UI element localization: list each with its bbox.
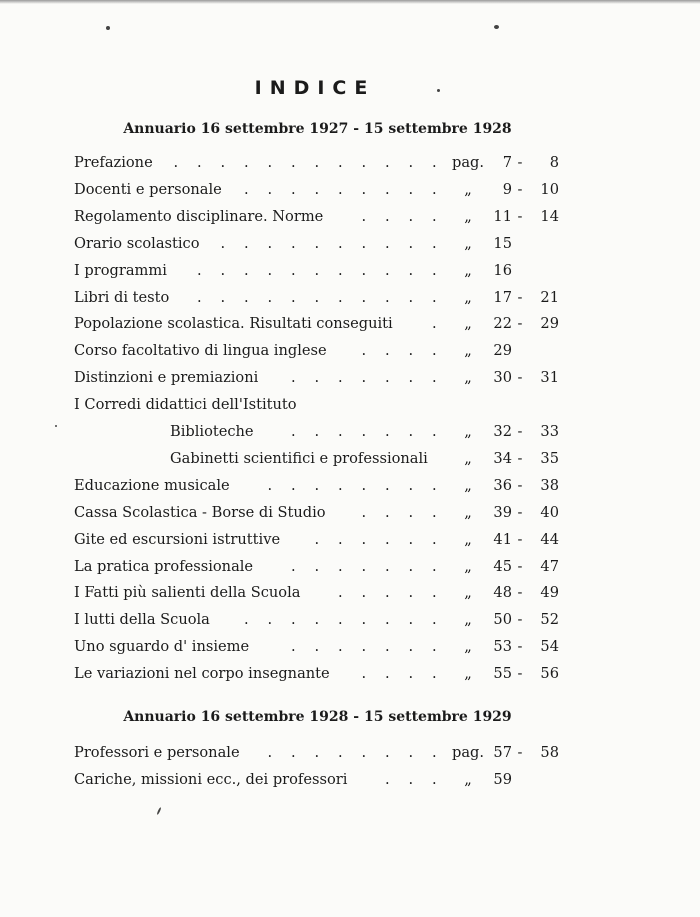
toc-entry-range-dash: - bbox=[517, 369, 523, 387]
leader-dot: . bbox=[385, 154, 390, 171]
toc-entry-page-mark: „ bbox=[464, 665, 472, 683]
toc-entry-page-start: 17 bbox=[493, 288, 512, 306]
leader-dot: . bbox=[432, 261, 437, 279]
leader-dot: . bbox=[432, 638, 437, 656]
leader-dot: . bbox=[408, 770, 414, 788]
leader-dot: . bbox=[338, 638, 343, 656]
toc-entry-label: Corso facoltativo di lingua inglese bbox=[74, 342, 327, 360]
leader-dot: . bbox=[385, 611, 390, 629]
toc-entry bbox=[0, 153, 700, 179]
leader-dot: . bbox=[385, 369, 390, 387]
toc-entry-page-end: 10 bbox=[540, 180, 559, 198]
leader-dot: . bbox=[173, 154, 179, 171]
leader-dot: . bbox=[220, 234, 226, 252]
leader-dot: . bbox=[385, 207, 390, 225]
scan-edge bbox=[0, 0, 700, 4]
leader-dot: . bbox=[314, 180, 320, 198]
toc-entry-label: I lutti della Scuola bbox=[74, 611, 210, 629]
toc-entry-page-end: 31 bbox=[540, 369, 559, 387]
toc-entry-label: Educazione musicale bbox=[74, 476, 230, 494]
toc-entry-page-mark: pag. bbox=[452, 744, 485, 761]
toc-entry bbox=[0, 557, 700, 583]
leader-dot: . bbox=[338, 611, 343, 629]
toc-entry-label: Gite ed escursioni istruttive bbox=[74, 530, 281, 548]
leader-dot: . bbox=[432, 315, 437, 333]
leader-dot: . bbox=[385, 557, 390, 575]
toc-entry-page-end: 14 bbox=[540, 207, 559, 225]
toc-entry-range-dash: - bbox=[517, 530, 523, 548]
toc-entry-page-start: 41 bbox=[493, 530, 512, 548]
toc-entry-page-start: 30 bbox=[493, 369, 512, 387]
toc-entry-page-end: 29 bbox=[540, 315, 559, 333]
leader-dot: . bbox=[361, 584, 367, 602]
toc-entry-range-dash: - bbox=[517, 638, 523, 656]
leader-dot: . bbox=[314, 638, 320, 656]
toc-entry-range-dash: - bbox=[517, 207, 523, 225]
leader-dot: . bbox=[432, 476, 437, 494]
leader-dot: . bbox=[291, 288, 296, 306]
leader-dot: . bbox=[361, 288, 367, 306]
toc-entry-page-mark: „ bbox=[464, 369, 472, 387]
leader-dot: . bbox=[291, 423, 296, 440]
toc-entry bbox=[0, 180, 700, 206]
leader-dot: . bbox=[338, 154, 343, 171]
leader-dot: . bbox=[361, 476, 367, 494]
toc-entry bbox=[0, 743, 700, 769]
leader-dot: . bbox=[385, 288, 390, 306]
leader-dot: . bbox=[432, 423, 437, 440]
leader-dot: . bbox=[361, 665, 367, 683]
toc-entry bbox=[0, 503, 700, 529]
leader-dot: . bbox=[291, 638, 296, 656]
toc-entry-label: Popolazione scolastica. Risultati conseguiti bbox=[74, 315, 393, 333]
leader-dot: . bbox=[361, 503, 367, 521]
leader-dot: . bbox=[267, 261, 273, 279]
toc-entry-label: I Corredi didattici dell'Istituto bbox=[74, 396, 297, 414]
leader-dot: . bbox=[314, 288, 320, 306]
leader-dot: . bbox=[267, 744, 273, 761]
toc-entry-page-start: 22 bbox=[493, 315, 512, 333]
leader-dot: . bbox=[408, 530, 414, 548]
leader-dot: . bbox=[432, 770, 437, 788]
leader-dot: . bbox=[385, 476, 390, 494]
leader-dot: . bbox=[220, 261, 226, 279]
leader-dot: . bbox=[408, 744, 414, 761]
toc-entry-label: I programmi bbox=[74, 261, 167, 279]
toc-entry-page-mark: „ bbox=[464, 770, 472, 788]
leader-dot: . bbox=[432, 288, 437, 306]
toc-entry-page-mark: pag. bbox=[452, 154, 485, 171]
leader-dot: . bbox=[385, 342, 390, 360]
leader-dot: . bbox=[385, 423, 390, 440]
leader-dot: . bbox=[408, 423, 414, 440]
toc-entry-range-dash: - bbox=[517, 584, 523, 602]
toc-entry-page-mark: „ bbox=[464, 449, 472, 467]
toc-entry-page-end: 52 bbox=[540, 611, 559, 629]
toc-entry-label: Biblioteche bbox=[170, 423, 254, 440]
leader-dot: . bbox=[314, 744, 320, 761]
toc-entry-page-mark: „ bbox=[464, 207, 472, 225]
scan-speck bbox=[156, 807, 161, 815]
toc-entry-page-end: 47 bbox=[540, 557, 559, 575]
toc-entry bbox=[0, 234, 700, 260]
leader-dot: . bbox=[361, 557, 367, 575]
toc-entry-page-mark: „ bbox=[464, 611, 472, 629]
toc-entry-page-start: 50 bbox=[493, 611, 512, 629]
toc-entry bbox=[0, 288, 700, 314]
toc-entry bbox=[0, 476, 700, 502]
leader-dot: . bbox=[408, 288, 414, 306]
leader-dot: . bbox=[267, 180, 273, 198]
leader-dot: . bbox=[338, 234, 343, 252]
toc-entry bbox=[0, 261, 700, 287]
toc-entry bbox=[0, 583, 700, 609]
leader-dot: . bbox=[291, 369, 296, 387]
leader-dot: . bbox=[432, 584, 437, 602]
toc-entry-label: Professori e personale bbox=[74, 744, 240, 761]
toc-entry-label: I Fatti più salienti della Scuola bbox=[74, 584, 301, 602]
leader-dot: . bbox=[408, 503, 414, 521]
toc-entry-page-start: 57 bbox=[493, 744, 512, 761]
leader-dot: . bbox=[432, 369, 437, 387]
toc-entry-label: Orario scolastico bbox=[74, 234, 200, 252]
toc-entry-page-end: 21 bbox=[540, 288, 559, 306]
leader-dot: . bbox=[408, 665, 414, 683]
scan-speck bbox=[494, 25, 499, 29]
leader-dot: . bbox=[267, 611, 273, 629]
toc-entry-page-start: 34 bbox=[493, 449, 512, 467]
leader-dot: . bbox=[338, 476, 343, 494]
leader-dot: . bbox=[408, 261, 414, 279]
toc-entry-range-dash: - bbox=[517, 154, 523, 171]
leader-dot: . bbox=[314, 476, 320, 494]
leader-dot: . bbox=[361, 154, 367, 171]
leader-dot: . bbox=[197, 154, 202, 171]
toc-entry-page-start: 53 bbox=[493, 638, 512, 656]
toc-entry-page-start: 11 bbox=[493, 207, 512, 225]
leader-dot: . bbox=[361, 611, 367, 629]
toc-entry bbox=[0, 341, 700, 367]
leader-dot: . bbox=[432, 557, 437, 575]
leader-dot: . bbox=[291, 154, 296, 171]
leader-dot: . bbox=[385, 180, 390, 198]
leader-dot: . bbox=[197, 288, 202, 306]
leader-dot: . bbox=[432, 342, 437, 360]
toc-entry bbox=[0, 449, 700, 475]
toc-entry-range-dash: - bbox=[517, 180, 523, 198]
leader-dot: . bbox=[314, 423, 320, 440]
toc-entry-page-mark: „ bbox=[464, 180, 472, 198]
leader-dot: . bbox=[432, 530, 437, 548]
leader-dot: . bbox=[314, 154, 320, 171]
page-title: INDICE bbox=[254, 77, 376, 99]
leader-dot: . bbox=[338, 423, 343, 440]
toc-entry-label: Libri di testo bbox=[74, 288, 170, 306]
toc-entry bbox=[0, 637, 700, 663]
leader-dot: . bbox=[338, 369, 343, 387]
toc-entry-page-start: 7 bbox=[502, 154, 512, 171]
leader-dot: . bbox=[267, 234, 273, 252]
toc-entry bbox=[0, 207, 700, 233]
toc-entry-range-dash: - bbox=[517, 665, 523, 683]
leader-dot: . bbox=[408, 369, 414, 387]
toc-entry-label: Cassa Scolastica - Borse di Studio bbox=[74, 503, 326, 521]
toc-entry-range-dash: - bbox=[517, 476, 523, 494]
toc-entry-page-end: 33 bbox=[540, 423, 559, 440]
toc-entry bbox=[0, 770, 700, 796]
leader-dot: . bbox=[291, 234, 296, 252]
leader-dot: . bbox=[244, 154, 249, 171]
leader-dot: . bbox=[267, 476, 273, 494]
leader-dot: . bbox=[314, 369, 320, 387]
leader-dot: . bbox=[244, 180, 249, 198]
leader-dot: . bbox=[361, 530, 367, 548]
toc-entry bbox=[0, 610, 700, 636]
toc-entry bbox=[0, 422, 700, 448]
toc-entry-label: Prefazione bbox=[74, 154, 153, 171]
toc-entry-page-end: 44 bbox=[540, 530, 559, 548]
toc-entry-label: Le variazioni nel corpo insegnante bbox=[74, 665, 330, 683]
leader-dot: . bbox=[385, 530, 390, 548]
toc-entry-label: Cariche, missioni ecc., dei professori bbox=[74, 770, 348, 788]
leader-dot: . bbox=[291, 744, 296, 761]
toc-entry-page-end: 8 bbox=[549, 154, 559, 171]
leader-dot: . bbox=[244, 234, 249, 252]
leader-dot: . bbox=[220, 154, 226, 171]
leader-dot: . bbox=[385, 770, 390, 788]
leader-dot: . bbox=[291, 557, 296, 575]
leader-dot: . bbox=[361, 207, 367, 225]
toc-entry-page-start: 45 bbox=[493, 557, 512, 575]
toc-entry-range-dash: - bbox=[517, 423, 523, 440]
scan-speck bbox=[55, 425, 57, 427]
toc-entry-page-start: 16 bbox=[493, 261, 512, 279]
toc-entry-range-dash: - bbox=[517, 744, 523, 761]
leader-dot: . bbox=[197, 261, 202, 279]
toc-entry-page-mark: „ bbox=[464, 234, 472, 252]
leader-dot: . bbox=[361, 369, 367, 387]
leader-dot: . bbox=[408, 154, 414, 171]
toc-entry-page-mark: „ bbox=[464, 423, 472, 440]
leader-dot: . bbox=[432, 207, 437, 225]
toc-entry-label: Docenti e personale bbox=[74, 180, 222, 198]
leader-dot: . bbox=[432, 611, 437, 629]
toc-entry-page-end: 35 bbox=[540, 449, 559, 467]
leader-dot: . bbox=[408, 584, 414, 602]
toc-entry-page-start: 39 bbox=[493, 503, 512, 521]
toc-entry-label: Uno sguardo d' insieme bbox=[74, 638, 250, 656]
leader-dot: . bbox=[314, 557, 320, 575]
leader-dot: . bbox=[291, 476, 296, 494]
toc-entry-range-dash: - bbox=[517, 557, 523, 575]
leader-dot: . bbox=[361, 638, 367, 656]
toc-entry-range-dash: - bbox=[517, 288, 523, 306]
leader-dot: . bbox=[408, 180, 414, 198]
leader-dot: . bbox=[267, 288, 273, 306]
toc-entry-range-dash: - bbox=[517, 611, 523, 629]
leader-dot: . bbox=[432, 234, 437, 252]
leader-dot: . bbox=[385, 584, 390, 602]
leader-dot: . bbox=[291, 180, 296, 198]
toc-entry-page-mark: „ bbox=[464, 288, 472, 306]
leader-dot: . bbox=[314, 234, 320, 252]
toc-entry-page-end: 38 bbox=[540, 476, 559, 494]
leader-dot: . bbox=[361, 180, 367, 198]
toc-entry-page-start: 59 bbox=[493, 770, 512, 788]
toc-entry-label: Regolamento disciplinare. Norme bbox=[74, 207, 324, 225]
toc-entry-page-mark: „ bbox=[464, 530, 472, 548]
toc-entry-page-mark: „ bbox=[464, 638, 472, 656]
section-heading-1929: Annuario 16 settembre 1928 - 15 settembre 1929 bbox=[123, 709, 512, 725]
leader-dot: . bbox=[408, 638, 414, 656]
leader-dot: . bbox=[244, 611, 249, 629]
leader-dot: . bbox=[291, 261, 296, 279]
leader-dot: . bbox=[408, 557, 414, 575]
leader-dot: . bbox=[385, 503, 390, 521]
toc-entry bbox=[0, 395, 700, 421]
leader-dot: . bbox=[408, 234, 414, 252]
leader-dot: . bbox=[314, 530, 320, 548]
toc-entry-page-mark: „ bbox=[464, 315, 472, 333]
toc-entry-page-start: 55 bbox=[493, 665, 512, 683]
toc-entry-page-start: 15 bbox=[493, 234, 512, 252]
scan-speck bbox=[437, 89, 440, 92]
toc-entry-page-mark: „ bbox=[464, 557, 472, 575]
leader-dot: . bbox=[244, 288, 249, 306]
leader-dot: . bbox=[220, 288, 226, 306]
toc-entry-page-mark: „ bbox=[464, 503, 472, 521]
section-heading-1928: Annuario 16 settembre 1927 - 15 settembre 1928 bbox=[123, 121, 512, 137]
leader-dot: . bbox=[432, 665, 437, 683]
leader-dot: . bbox=[361, 234, 367, 252]
leader-dot: . bbox=[432, 744, 437, 761]
leader-dot: . bbox=[432, 154, 437, 171]
leader-dot: . bbox=[385, 744, 390, 761]
toc-entry-label: Gabinetti scientifici e professionali bbox=[170, 449, 428, 467]
leader-dot: . bbox=[432, 503, 437, 521]
toc-entry-page-end: 56 bbox=[540, 665, 559, 683]
leader-dot: . bbox=[432, 180, 437, 198]
leader-dot: . bbox=[338, 557, 343, 575]
toc-entry-page-mark: „ bbox=[464, 476, 472, 494]
toc-entry-range-dash: - bbox=[517, 503, 523, 521]
leader-dot: . bbox=[244, 261, 249, 279]
leader-dot: . bbox=[361, 423, 367, 440]
toc-entry bbox=[0, 368, 700, 394]
toc-entry-page-end: 54 bbox=[540, 638, 559, 656]
leader-dot: . bbox=[338, 530, 343, 548]
leader-dot: . bbox=[338, 288, 343, 306]
toc-entry-page-mark: „ bbox=[464, 261, 472, 279]
leader-dot: . bbox=[267, 154, 273, 171]
toc-entry-range-dash: - bbox=[517, 449, 523, 467]
toc-entry-page-mark: „ bbox=[464, 342, 472, 360]
leader-dot: . bbox=[291, 611, 296, 629]
leader-dot: . bbox=[338, 744, 343, 761]
scan-speck bbox=[106, 26, 110, 30]
leader-dot: . bbox=[361, 342, 367, 360]
leader-dot: . bbox=[408, 342, 414, 360]
toc-entry-label: Distinzioni e premiazioni bbox=[74, 369, 259, 387]
toc-entry bbox=[0, 314, 700, 340]
leader-dot: . bbox=[408, 207, 414, 225]
leader-dot: . bbox=[385, 234, 390, 252]
toc-entry-page-start: 32 bbox=[493, 423, 512, 440]
leader-dot: . bbox=[361, 261, 367, 279]
toc-entry bbox=[0, 664, 700, 690]
leader-dot: . bbox=[385, 638, 390, 656]
leader-dot: . bbox=[408, 611, 414, 629]
leader-dot: . bbox=[338, 180, 343, 198]
toc-entry-page-start: 9 bbox=[502, 180, 512, 198]
toc-entry-page-start: 29 bbox=[493, 342, 512, 360]
toc-entry-page-end: 49 bbox=[540, 584, 559, 602]
toc-entry-page-start: 36 bbox=[493, 476, 512, 494]
leader-dot: . bbox=[385, 665, 390, 683]
toc-entry-label: La pratica professionale bbox=[74, 557, 254, 575]
leader-dot: . bbox=[314, 261, 320, 279]
toc-entry-page-mark: „ bbox=[464, 584, 472, 602]
leader-dot: . bbox=[385, 261, 390, 279]
leader-dot: . bbox=[338, 584, 343, 602]
toc-entry-page-end: 40 bbox=[540, 503, 559, 521]
toc-entry bbox=[0, 530, 700, 556]
toc-entry-page-end: 58 bbox=[540, 744, 559, 761]
leader-dot: . bbox=[338, 261, 343, 279]
toc-entry-range-dash: - bbox=[517, 315, 523, 333]
leader-dot: . bbox=[361, 744, 367, 761]
leader-dot: . bbox=[408, 476, 414, 494]
leader-dot: . bbox=[314, 611, 320, 629]
toc-entry-page-start: 48 bbox=[493, 584, 512, 602]
